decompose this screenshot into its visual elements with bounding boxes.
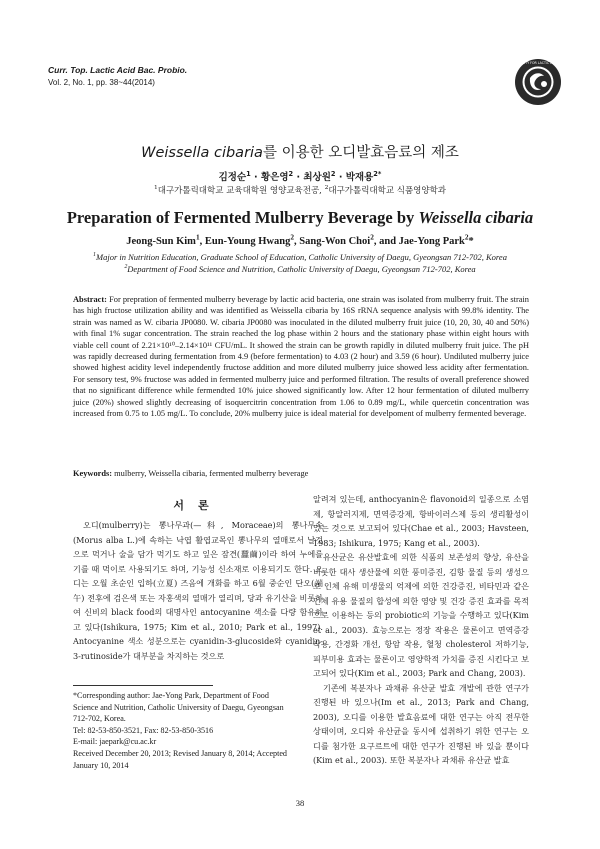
right-paragraph-3: 기존에 복분자나 과채류 유산균 발효 개발에 관한 연구가 진행된 바 있으나(Im et al., 2013; Park and Chang, 2003), 오디를 이용한 발효음료에 대한 연구는 아직 전무한 상태이며, 오디와 유산균을 동시에 섭취하기 위한 연구는 오디를 첨가한 요구르트에 대한 연구가 진행된 바 있을 뿐이다(Kim et al., 2003). 또한 복분자나 과채류 유산균 발효 (313, 682, 529, 765)
english-title-plain: Preparation of Fermented Mulberry Beverage by (66, 208, 419, 227)
en-affil-2-text: Department of Food Science and Nutrition, Catholic University of Daegu, Gyeongsan 712-702, Korea (127, 264, 476, 274)
kr-author-1-sup: 1 (246, 169, 251, 178)
kr-affil-2: 대구가톨릭대학교 식품영양학과 (328, 186, 447, 196)
korean-title (0, 141, 600, 162)
kr-affil-1-sup: 1 (153, 184, 158, 192)
journal-name: Curr. Top. Lactic Acid Bac. Probio. (48, 65, 188, 75)
keywords (73, 468, 529, 479)
right-paragraph-1: 알려져 있는데, anthocyanin은 flavonoid의 일종으로 소염제, 항알러지제, 면역증강제, 항바이러스제 등의 생리활성이 있는 것으로 보고되어 있다(Chae et al., 2003; Havsteen, 1983; Ishikura, 1975; Kang et al., 2003). (313, 494, 529, 548)
kr-author-3-sup: 2 (330, 169, 336, 178)
kr-author-4-sup: 2* (373, 169, 382, 178)
footnote-rule (73, 685, 213, 686)
en-author-4-sup: 2 (464, 232, 469, 242)
english-affiliation-2 (0, 264, 600, 274)
kr-author-2-sup: 2 (288, 169, 294, 178)
kr-affil-1: 대구가톨릭대학교 교육대학원 영양교육전공, (157, 186, 325, 196)
en-author-3: , Sang-Won Choi (294, 236, 371, 247)
keywords-text: mulberry, Weissella cibaria, fermented mulberry beverage (114, 469, 309, 478)
footnote-phone: Tel: 82-53-850-3521, Fax: 82-53-850-3516 (73, 725, 214, 735)
en-author-2-sup: 2 (290, 232, 295, 242)
abstract-text: For prepration of fermented mulberry beverage by lactic acid bacteria, one strain was isolated from mulberry fruit. The strain has high fructose utilization ability and was identified as Weissella cibaria by 16S rRNA sequence analysis with 99.8% identity. The strain was named as W. cibaria JP0080. W. cibaria JP0080 was inoculated in the diluted mulberry fruit juice (10, 20, 30, 40 and 50%) with final 1% sugar concentration. The strain reached the log phase within 2 hours and the stationary phase within eight hours with viable cell count of 2.21×10¹⁰–2.14×10¹¹ CFU/mL. It showed the strain can be growth rapidly in diluted mulberry fruit juice. The pH was rapidly decreased during fermentation from 4.9 (before fermentation) to 4.03 (2 hour) and 3.59 (6 hour). Undiluted mulberry juice showed highest acidity level independently fructose addition and more diluted mulberry juice showed less acidity after fermentation. For sensory test, 9% fructose was added in fermented mulberry juice and performed filtration. The results of overall preference showed that no significant difference while fermendted 10% juice showed significantly low. After 12 hour fermentation of diluted mulberry juice (20%) showed slightly decreasing of isoquercitrin concentration from 1.06 to 0.89 mg/L, while quercetin concentration was increased from 0.75 to 1.05 mg/L. To conclude, 20% mulberry juice is ideal material for develpoment of mulberry fermented beverage. (73, 295, 529, 419)
footnote-author: *Corresponding author: Jae-Yong Park, Department of Food Science and Nutrition, Catholic University of Daegu, Gyeongsan 712-702, Korea. (73, 691, 284, 724)
english-title (0, 208, 600, 228)
kr-author-2: · 황은영 (250, 172, 289, 183)
english-title-species: Weissella cibaria (418, 208, 534, 227)
right-column (313, 492, 529, 768)
footnote-email: E-mail: jaepark@cu.ac.kr (73, 737, 157, 747)
kr-author-3: · 최상원 (293, 172, 331, 183)
kr-author-4: · 박재용 (335, 172, 374, 183)
en-affil-2-sup: 2 (124, 264, 128, 271)
footnote-dates: Received December 20, 2013; Revised January 8, 2014; Accepted January 10, 2014 (73, 748, 287, 770)
en-author-4: , and Jae-Yong Park (373, 236, 465, 247)
section-heading-introduction: 서론 (173, 499, 223, 512)
logo-ring-text: KOREAN SOCIETY FOR LACTIC ACID BACTERIA (501, 61, 575, 66)
corresponding-mark: * (468, 236, 474, 247)
corresponding-footnote (73, 690, 293, 771)
left-column (73, 518, 323, 663)
kr-author-1: 김정순 (218, 172, 247, 183)
korean-authors (0, 169, 600, 183)
page-number: 38 (295, 798, 305, 808)
abstract (73, 294, 529, 419)
abstract-label: Abstract: (73, 295, 107, 304)
en-affil-1-text: Major in Nutrition Education, Graduate School of Education, Catholic University of Daegu, Gyeongsan 712-702, Korea (96, 252, 507, 262)
en-author-1: Jeong-Sun Kim (126, 236, 196, 247)
kr-affil-2-sup: 2 (324, 184, 329, 192)
right-paragraph-2: 유산균은 유산발효에 의한 식품의 보존성의 향상, 유산을 비롯한 대사 생산물에 의한 풍미증진, 김항 물질 등의 생성으로 인체 유해 미생물의 억제에 의한 건강증진, 비타민과 같은 인체 유용 물질의 합성에 의한 영양 및 건강 증진 효과를 목적으로 이용하는 등의 probiotic의 기능을 수행하고 있다(Kim et al., 2003). 효능으로는 정장 작용은 물론이고 면역증강 작용, 간경화 개선, 항암 작용, 혈청 cholesterol 저하기능, 피부미용 효과는 물론이고 영양학적 가치를 증진 시킨다고 보고되어 있다(Kim et al., 2003; Park and Chang, 2003). (313, 552, 529, 678)
korean-affiliations (0, 184, 600, 196)
english-affiliation-1 (0, 252, 600, 262)
left-paragraph-1: 오디(mulberry)는 뽕나무과(—科, Moraceae)의 뽕나무속(Morus alba L.)에 속하는 낙엽 활엽교목인 뽕나무의 열매로서 날것으로 먹거나 술을 담가 먹기도 하고 잎은 잠견(蠶繭)이라 하여 누에를 기를 때 먹이로 사용되기도 하며, 기능성 신소재로 이용되기도 한다. 오디는 오월 초순인 입하(立夏) 즈음에 개화를 하고 6월 중순인 단오(端午) 전후에 검은색 또는 자홍색의 열매가 열리며, 당과 유기산을 비롯하여 신비의 black food의 대명사인 antocyanine 색소를 다량 함유하고 있다(Ishikura, 1975; Kim et al., 2010; Park et al., 1997). Antocyanine 색소 성분으로는 cyanidin-3-glucoside와 cyanidin-3-rutinoside가 대부분을 차지하는 것으로 (73, 520, 323, 661)
keywords-label: Keywords: (73, 469, 113, 478)
en-author-2: , Eun-Young Hwang (199, 236, 291, 247)
en-affil-1-sup: 1 (93, 252, 96, 259)
volume-line: Vol. 2, No. 1, pp. 38~44(2014) (48, 78, 155, 87)
society-seal-logo (501, 58, 575, 106)
english-authors (0, 232, 600, 247)
en-author-1-sup: 1 (195, 232, 200, 242)
korean-title-rest: 를 이용한 오디발효음료의 제조 (262, 145, 459, 161)
en-author-3-sup: 2 (370, 232, 374, 242)
korean-title-species: Weissella cibaria (141, 145, 263, 161)
